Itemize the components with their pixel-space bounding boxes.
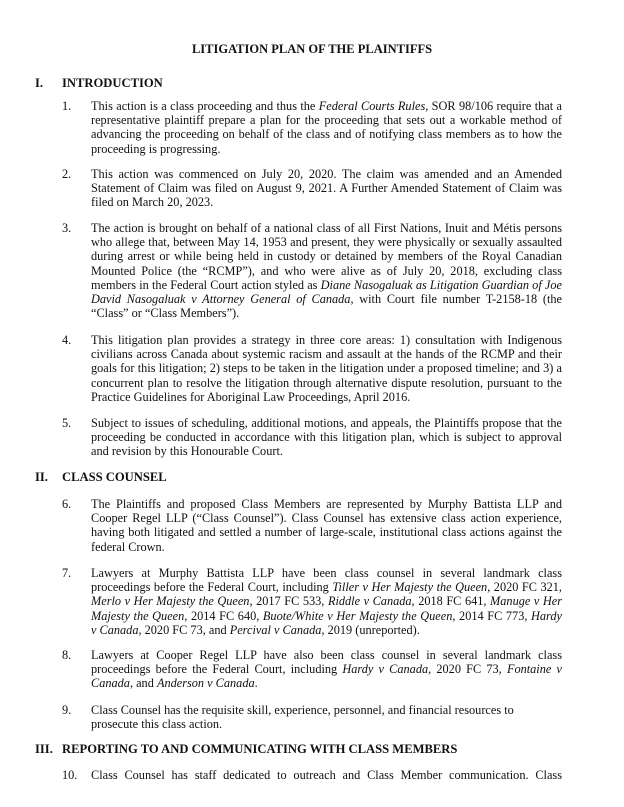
paragraph-7 [62, 566, 562, 637]
paragraph-number: 2. [62, 167, 72, 181]
section-title: REPORTING TO AND COMMUNICATING WITH CLASS MEMBERS [62, 742, 458, 756]
paragraph-10 [62, 768, 562, 782]
paragraph-text: This litigation plan provides a strategy in three core areas: 1) consultation with Indigenous civilians across Canada about systemic racism and assault at the hands of the RCMP and their goals for this litigation; 2) steps to be taken in the litigation under a proposed timeline; and 3) a concurrent plan to resolve the litigation through alternative dispute resolution, pursuant to the Practice Guidelines for Aboriginal Law Proceedings, April 2016. [91, 333, 562, 404]
citation-federal-courts-rules: Federal Courts Rules [318, 99, 426, 113]
paragraph-text: Class Counsel has the requisite skill, experience, personnel, and financial resources to prosecute this class action. [91, 703, 514, 732]
citation-manuge: Manuge v Her Majesty the Queen [91, 594, 563, 623]
paragraph-text: This action is a class proceeding and thus the Federal Courts Rules, SOR 98/106 require that a representative plaintiff prepare a plan for the proceeding that sets out a workable method of advancing the proceeding on behalf of the class and of notifying class members as to how the proceeding is progressing. [91, 99, 562, 156]
section-numeral: I. [35, 76, 44, 90]
paragraph-text: The action is brought on behalf of a national class of all First Nations, Inuit and Métis persons who allege that, between May 14, 1953 and present, they were physically or sexually assaulted during arrest or while being held in custody or detained by members of the Royal Canadian Mounted Police (the “RCMP”), and who were alive as of July 20, 2018, excluding class members in the Federal Court action styled as Diane Nasogaluak as Litigation Guardian of Joe David Nasogaluak v Attorney General of Canada, with Court file number T-2158-18 (the “Class” or “Class Members”). [91, 221, 562, 321]
paragraph-6 [62, 497, 562, 554]
paragraph-number: 1. [62, 99, 72, 113]
paragraph-4 [62, 333, 562, 404]
section-numeral: III. [35, 742, 53, 756]
paragraph-text: Class Counsel has staff dedicated to outreach and Class Member communication. Class [91, 768, 562, 782]
document-title: LITIGATION PLAN OF THE PLAINTIFFS [191, 42, 433, 56]
paragraph-number: 4. [62, 333, 72, 347]
citation-fontaine: Fontaine v Canada [91, 662, 562, 691]
paragraph-text: Lawyers at Cooper Regel LLP have also been class counsel in several landmark class proceedings before the Federal Court, including Hardy v Canada, 2020 FC 73, Fontaine v Canada, and Anderson v Canada. [91, 648, 562, 691]
section-numeral: II. [35, 470, 48, 484]
paragraph-number: 5. [62, 416, 72, 430]
paragraph-3 [62, 221, 562, 320]
citation-anderson: Anderson v Canada [156, 676, 255, 691]
citation-riddle: Riddle v Canada, [327, 594, 415, 609]
citation-tiller: Tiller v Her Majesty the Queen, [332, 580, 491, 595]
citation-buote-white: Buote/White v Her Majesty the Queen, [262, 608, 456, 623]
paragraph-8 [62, 648, 562, 691]
paragraph-5 [62, 416, 562, 459]
citation-hardy: Hardy v Canada, [342, 662, 432, 677]
citation-hardy: Hardy v Canada [91, 608, 562, 637]
citation-nasogaluak: Diane Nasogaluak as Litigation Guardian of Joe David Nasogaluak v Attorney General of Canada [91, 277, 562, 307]
paragraph-9 [62, 703, 562, 731]
paragraph-number: 9. [62, 703, 72, 717]
paragraph-1 [62, 99, 562, 156]
paragraph-number: 7. [62, 566, 72, 580]
paragraph-number: 3. [62, 221, 72, 235]
paragraph-2 [62, 167, 562, 210]
paragraph-number: 10. [62, 768, 78, 782]
paragraph-number: 8. [62, 648, 72, 662]
paragraph-text: The Plaintiffs and proposed Class Members are represented by Murphy Battista LLP and Cooper Regel LLP (“Class Counsel”). Class Counsel has extensive class action experience, having both litigated and settled a number of large-scale, institutional class actions against the federal Crown. [91, 497, 562, 554]
citation-percival: Percival v Canada [229, 622, 322, 637]
paragraph-text: Subject to issues of scheduling, additional motions, and appeals, the Plaintiffs propose that the proceeding be conducted in accordance with this litigation plan, which is subject to approval and revision by this Honourable Court. [91, 416, 562, 459]
paragraph-number: 6. [62, 497, 72, 511]
section-title: INTRODUCTION [62, 76, 163, 90]
paragraph-text: This action was commenced on July 20, 2020. The claim was amended and an Amended Statement of Claim was filed on August 9, 2021. A Further Amended Statement of Claim was filed on March 20, 2023. [91, 167, 562, 210]
citation-merlo: Merlo v Her Majesty the Queen, [91, 594, 253, 609]
section-title: CLASS COUNSEL [62, 470, 167, 484]
paragraph-text: Lawyers at Murphy Battista LLP have been class counsel in several landmark class proceedings before the Federal Court, including Tiller v Her Majesty the Queen, 2020 FC 321, Merlo v Her Majesty the Queen, 2017 FC 533, Riddle v Canada, 2018 FC 641, Manuge v Her Majesty the Queen, 2014 FC 640, Buote/White v Her Majesty the Queen, 2014 FC 773, Hardy v Canada, 2020 FC 73, and Percival v Canada, 2019 (unreported). [91, 566, 563, 637]
